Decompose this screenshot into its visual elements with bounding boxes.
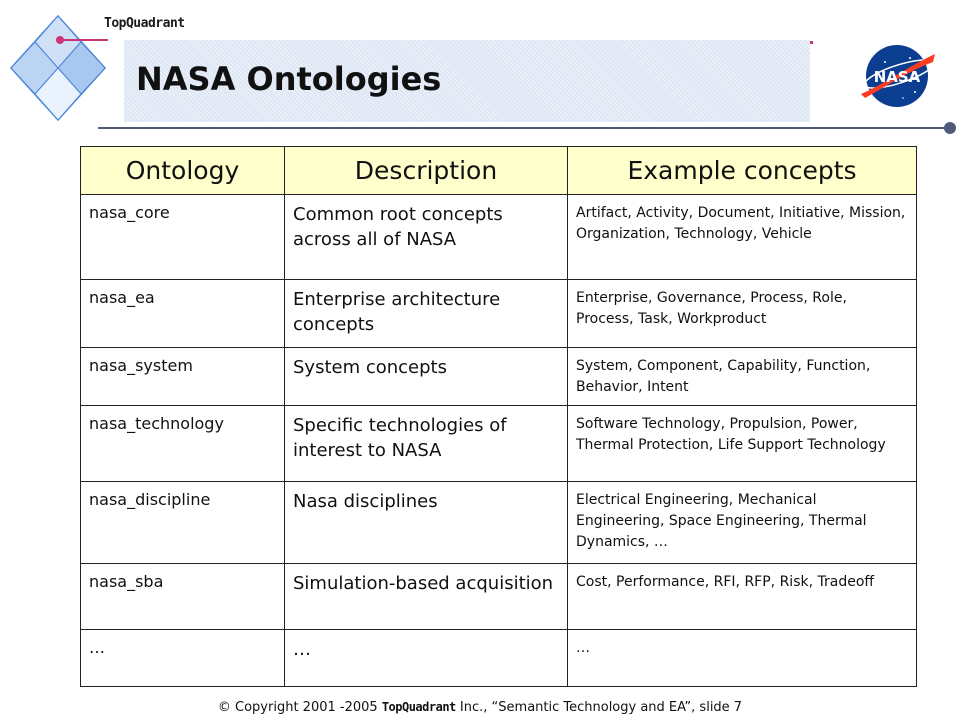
table-row (81, 195, 917, 280)
footer-suffix: Inc., “Semantic Technology and EA”, slide 7 (455, 700, 743, 715)
ontology-cell: nasa_discipline (81, 482, 285, 564)
ontology-cell: … (81, 630, 285, 687)
ontology-cell: nasa_system (81, 348, 285, 406)
nasa-logo-icon (855, 40, 939, 112)
ontology-cell: nasa_ea (81, 280, 285, 348)
examples-cell: Enterprise, Governance, Process, Role, Process, Task, Workproduct (568, 280, 917, 348)
footer-copyright (0, 700, 960, 715)
table-header-row (81, 147, 917, 195)
examples-cell: Software Technology, Propulsion, Power, Thermal Protection, Life Support Technology (568, 406, 917, 482)
topquadrant-logo-icon (8, 14, 108, 124)
examples-cell: Electrical Engineering, Mechanical Engineering, Space Engineering, Thermal Dynamics, … (568, 482, 917, 564)
description-cell: Enterprise architecture concepts (285, 280, 568, 348)
brand-name: TopQuadrant (104, 16, 185, 31)
table-row (81, 482, 917, 564)
description-cell: Nasa disciplines (285, 482, 568, 564)
table-row (81, 280, 917, 348)
ontology-cell: nasa_sba (81, 564, 285, 630)
column-header-example-concepts: Example concepts (568, 147, 917, 195)
footer-brand: TopQuadrant (381, 700, 456, 714)
table-row (81, 406, 917, 482)
table-row (81, 564, 917, 630)
column-header-description: Description (285, 147, 568, 195)
description-cell: Specific technologies of interest to NASA (285, 406, 568, 482)
header-rule (98, 127, 950, 129)
description-cell: Common root concepts across all of NASA (285, 195, 568, 280)
examples-cell: Cost, Performance, RFI, RFP, Risk, Tradeoff (568, 564, 917, 630)
examples-cell: … (568, 630, 917, 687)
description-cell: Simulation-based acquisition (285, 564, 568, 630)
examples-cell: Artifact, Activity, Document, Initiative, Mission, Organization, Technology, Vehicle (568, 195, 917, 280)
ontology-cell: nasa_technology (81, 406, 285, 482)
header-rule-endpoint (944, 122, 956, 134)
table-row (81, 630, 917, 687)
page-title: NASA Ontologies (136, 60, 442, 98)
description-cell: System concepts (285, 348, 568, 406)
description-cell: … (285, 630, 568, 687)
nasa-logo-text: NASA (873, 68, 921, 86)
table-row (81, 348, 917, 406)
ontology-cell: nasa_core (81, 195, 285, 280)
column-header-ontology: Ontology (81, 147, 285, 195)
examples-cell: System, Component, Capability, Function, Behavior, Intent (568, 348, 917, 406)
footer-prefix: © Copyright 2001 -2005 (217, 700, 382, 715)
ontology-table (80, 146, 917, 687)
accent-dot (810, 41, 813, 44)
